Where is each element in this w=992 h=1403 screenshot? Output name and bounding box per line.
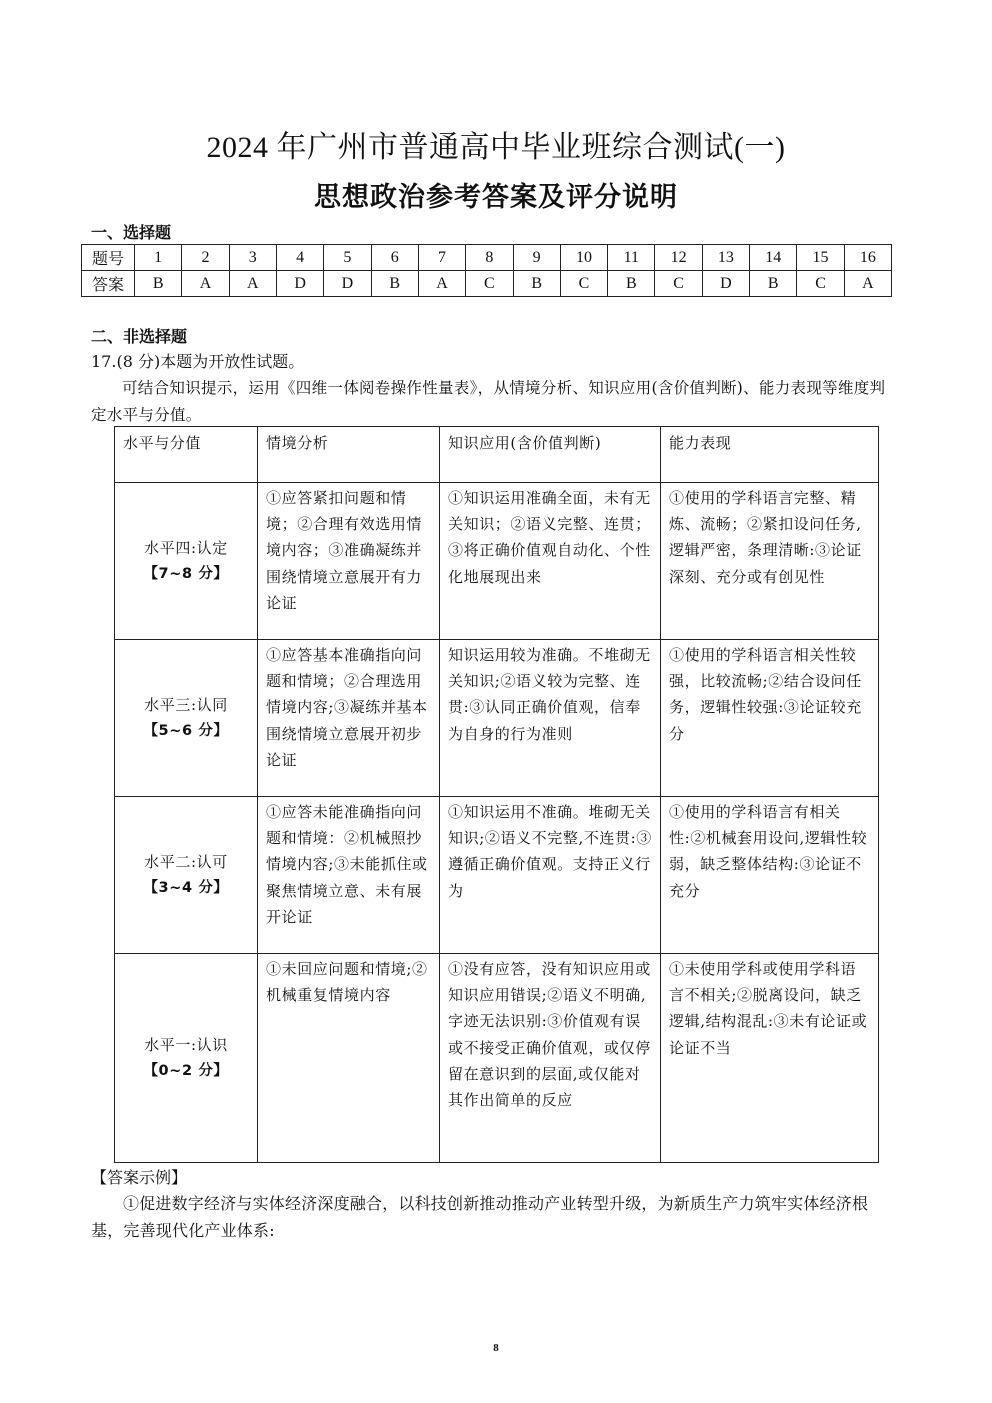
ability-cell: ①使用的学科语言完整、精炼、流畅；②紧扣设问任务,逻辑严密，条理清晰:③论证深刻、充分或有创见性 <box>661 483 879 640</box>
level-score: 【5~6 分】 <box>143 723 229 739</box>
answer-cell: D <box>702 271 749 297</box>
page-title: 2024 年广州市普通高中毕业班综合测试(一) <box>206 131 786 164</box>
answer-cell: D <box>276 271 323 297</box>
situation-cell: ①未回应问题和情境;②机械重复情境内容 <box>258 954 440 1163</box>
situation-cell: ①应答紧扣问题和情境；②合理有效选用情境内容；③准确凝练并围绕情境立意展开有力论证 <box>258 483 440 640</box>
question-number: 12 <box>655 245 702 271</box>
question-number: 7 <box>418 245 465 271</box>
level-name: 水平三:认同 <box>144 696 228 714</box>
knowledge-cell: ①没有应答，没有知识应用或知识应用错误;②语义不明确,字迹无法识别:③价值观有误或不接受正确价值观，或仅停留在意识到的层面,或仅能对其作出简单的反应 <box>440 954 661 1163</box>
question-number: 3 <box>229 245 276 271</box>
question-number: 13 <box>702 245 749 271</box>
knowledge-cell: ①知识运用不准确。堆砌无关知识;②语义不完整,不连贯:③遵循正确价值观。支持正义行为 <box>440 797 661 954</box>
answer-row <box>82 271 892 297</box>
page-subtitle: 思想政治参考答案及评分说明 <box>314 182 678 213</box>
page-number: 8 <box>493 1342 499 1354</box>
answer-cell: C <box>797 271 844 297</box>
question-number: 2 <box>182 245 229 271</box>
answer-cell: B <box>135 271 182 297</box>
rubric-row-level-2 <box>115 797 879 954</box>
question-number: 16 <box>844 245 891 271</box>
question-number: 15 <box>797 245 844 271</box>
section-heading-open-questions: 二、非选择题 <box>91 327 188 346</box>
row-label-question: 题号 <box>82 245 135 271</box>
situation-cell: ①应答未能准确指向问题和情境：②机械照抄情境内容;③未能抓住或聚焦情境立意、未有展开论证 <box>258 797 440 954</box>
answer-cell: D <box>324 271 371 297</box>
level-name: 水平四:认定 <box>144 539 228 557</box>
question-number: 5 <box>324 245 371 271</box>
answer-cell: C <box>655 271 702 297</box>
rubric-header-level: 水平与分值 <box>115 427 258 483</box>
answer-example-heading: 【答案示例】 <box>91 1168 188 1187</box>
situation-cell: ①应答基本准确指向问题和情境；②合理选用情境内容;③凝练并基本围绕情境立意展开初步论证 <box>258 640 440 797</box>
ability-cell: ①使用的学科语言有相关性:②机械套用设问,逻辑性较弱，缺乏整体结构:③论证不充分 <box>661 797 879 954</box>
section-heading-multiple-choice: 一、选择题 <box>91 223 172 242</box>
level-name: 水平二:认可 <box>144 853 228 871</box>
question-17-line: 17.(8 分)本题为开放性试题。 <box>91 352 305 371</box>
rubric-header-knowledge: 知识应用(含价值判断) <box>440 427 661 483</box>
question-number: 11 <box>608 245 655 271</box>
question-number: 8 <box>466 245 513 271</box>
scoring-rubric-table <box>114 426 879 1163</box>
question-number: 10 <box>560 245 607 271</box>
answer-cell: C <box>560 271 607 297</box>
question-number-row <box>82 245 892 271</box>
answer-cell: A <box>182 271 229 297</box>
level-score: 【3~4 分】 <box>143 880 229 896</box>
question-number: 1 <box>135 245 182 271</box>
question-number: 14 <box>750 245 797 271</box>
answer-cell: B <box>608 271 655 297</box>
answer-cell: A <box>418 271 465 297</box>
question-number: 9 <box>513 245 560 271</box>
level-cell <box>115 483 258 640</box>
answer-cell: B <box>750 271 797 297</box>
level-cell <box>115 640 258 797</box>
rubric-row-level-4 <box>115 483 879 640</box>
rubric-header-ability: 能力表现 <box>661 427 879 483</box>
rubric-header-row <box>115 427 879 483</box>
rubric-row-level-1 <box>115 954 879 1163</box>
rubric-header-situation: 情境分析 <box>258 427 440 483</box>
answer-cell: C <box>466 271 513 297</box>
ability-cell: ①使用的学科语言相关性较强，比较流畅;②结合设问任务，逻辑性较强:③论证较充分 <box>661 640 879 797</box>
answer-cell: B <box>513 271 560 297</box>
level-cell <box>115 797 258 954</box>
scoring-intro: 可结合知识提示，运用《四维一体阅卷操作性量表》，从情境分析、知识应用(含价值判断)、能力表现等维度判定水平与分值。 <box>91 379 886 424</box>
question-number: 4 <box>276 245 323 271</box>
answer-cell: A <box>844 271 891 297</box>
knowledge-cell: 知识运用较为准确。不堆砌无关知识;②语义较为完整、连贯:③认同正确价值观，信奉为自身的行为准则 <box>440 640 661 797</box>
level-score: 【7~8 分】 <box>143 566 229 582</box>
ability-cell: ①未使用学科或使用学科语言不相关;②脱离设问，缺乏逻辑,结构混乱:③未有论证或论证不当 <box>661 954 879 1163</box>
level-cell <box>115 954 258 1163</box>
knowledge-cell: ①知识运用准确全面，未有无关知识；②语义完整、连贯；③将正确价值观自动化、个性化地展现出来 <box>440 483 661 640</box>
answer-cell: A <box>229 271 276 297</box>
level-name: 水平一:认识 <box>144 1036 228 1054</box>
question-number: 6 <box>371 245 418 271</box>
row-label-answer: 答案 <box>82 271 135 297</box>
level-score: 【0~2 分】 <box>143 1063 229 1079</box>
answer-example-paragraph: ①促进数字经济与实体经济深度融合，以科技创新推动推动产业转型升级，为新质生产力筑牢实体经济根基，完善现代化产业体系: <box>91 1194 869 1240</box>
rubric-row-level-3 <box>115 640 879 797</box>
answer-key-table <box>81 244 892 297</box>
answer-cell: B <box>371 271 418 297</box>
